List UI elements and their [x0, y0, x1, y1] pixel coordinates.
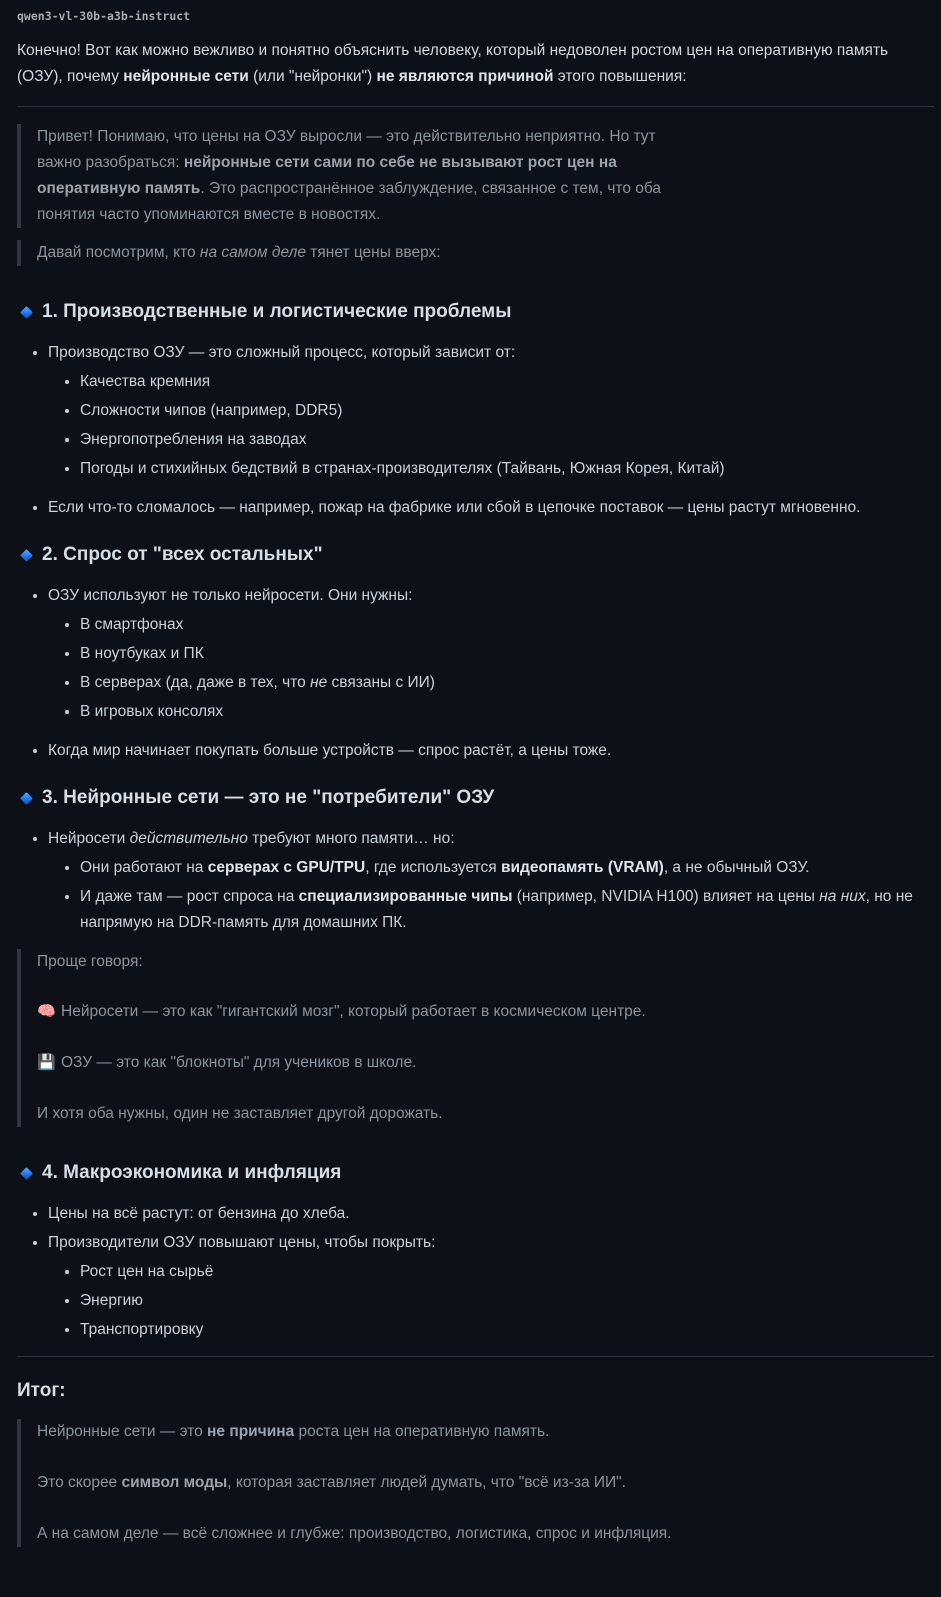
section-3-list: [17, 826, 934, 936]
intro-paragraph: Конечно! Вот как можно вежливо и понятно объяснить человеку, который недоволен ростом цен на оперативную память (ОЗУ), почему нейронные сети (или "нейронки") не являются причиной этого повышения:: [17, 42, 889, 85]
list-item: • Нейросети действительно требуют много памяти… но: • Они работают на серверах с GPU/TPU, где используется видеопамять (VRAM), а не обычный ОЗУ. • И даже там — рост спроса на специализированные чипы (например, NVIDIA H100) влияет на цены на них, но не напрямую на DDR-память для домашних ПК.: [48, 826, 934, 936]
section-2-list: [17, 583, 934, 764]
list-item: • Если что-то сломалось — например, пожар на фабрике или сбой в цепочке поставок — цены растут мгновенно.: [48, 495, 934, 521]
list-item: • Они работают на серверах с GPU/TPU, где используется видеопамять (VRAM), а не обычный ОЗУ.: [80, 855, 934, 881]
list-item: • Энергопотребления на заводах: [80, 427, 934, 453]
sub-list: [48, 612, 934, 725]
list-item: • Сложности чипов (например, DDR5): [80, 398, 934, 424]
blockquote-greeting: Привет! Понимаю, что цены на ОЗУ выросли — это действительно неприятно. Но тут важно разобраться: нейронные сети сами по себе не вызывают рост цен на оперативную память. Это распространённое заблуждение, связанное с тем, что оба понятия часто упоминаются вместе в новостях.: [17, 124, 677, 228]
section-heading-4: 4. Макроэкономика и инфляция: [17, 1160, 934, 1186]
sub-list: [48, 855, 934, 936]
section-heading-1: 1. Производственные и логистические проблемы: [17, 299, 934, 325]
summary-heading: Итог:: [17, 1380, 66, 1401]
list-item: • ОЗУ используют не только нейросети. Они нужны: • В смартфонах • В ноутбуках и ПК • В серверах (да, даже в тех, что не связаны с ИИ) • В игровых консолях: [48, 583, 934, 725]
list-item: • Качества кремния: [80, 369, 934, 395]
list-item: • В смартфонах: [80, 612, 934, 638]
section-4-list: [17, 1201, 934, 1343]
blue-diamond-icon: [20, 306, 33, 319]
list-item: • Цены на всё растут: от бензина до хлеба.: [48, 1201, 934, 1227]
list-item: • Транспортировку: [80, 1317, 934, 1343]
section-heading-2: 2. Спрос от "всех остальных": [17, 542, 934, 568]
section-1-list: [17, 340, 934, 521]
blockquote-lead: Давай посмотрим, кто на самом деле тянет цены вверх:: [17, 240, 934, 266]
floppy-disk-icon: 💾: [37, 1054, 56, 1071]
list-item: • В игровых консолях: [80, 699, 934, 725]
sub-list: [48, 1259, 934, 1343]
brain-icon: 🧠: [37, 1003, 56, 1020]
blockquote-analogy: Проще говоря: 🧠 Нейросети — это как "гигантский мозг", который работает в космическом центре. 💾 ОЗУ — это как "блокноты" для учеников в школе. И хотя оба нужны, один не заставляет другой дорожать.: [17, 949, 934, 1127]
list-item: • Энергию: [80, 1288, 934, 1314]
section-heading-3: 3. Нейронные сети — это не "потребители" ОЗУ: [17, 785, 934, 811]
sub-list: [48, 369, 934, 482]
list-item: • Производство ОЗУ — это сложный процесс, который зависит от: • Качества кремния • Сложности чипов (например, DDR5) • Энергопотребления на заводах • Погоды и стихийных бедствий в странах-производителях (Тайвань, Южная Корея, Китай): [48, 340, 934, 482]
list-item: • Погоды и стихийных бедствий в странах-производителях (Тайвань, Южная Корея, Китай): [80, 456, 934, 482]
list-item: • В серверах (да, даже в тех, что не связаны с ИИ): [80, 670, 934, 696]
list-item: • Когда мир начинает покупать больше устройств — спрос растёт, а цены тоже.: [48, 738, 934, 764]
divider: [17, 106, 934, 107]
blue-diamond-icon: [20, 792, 33, 805]
list-item: • Рост цен на сырьё: [80, 1259, 934, 1285]
blue-diamond-icon: [20, 549, 33, 562]
model-name-label: qwen3-vl-30b-a3b-instruct: [17, 9, 191, 23]
blue-diamond-icon: [20, 1167, 33, 1180]
list-item: • Производители ОЗУ повышают цены, чтобы покрыть: • Рост цен на сырьё • Энергию • Транспортировку: [48, 1230, 934, 1343]
list-item: • В ноутбуках и ПК: [80, 641, 934, 667]
chat-message: [17, 0, 934, 1547]
list-item: • И даже там — рост спроса на специализированные чипы (например, NVIDIA H100) влияет на цены на них, но не напрямую на DDR-память для домашних ПК.: [80, 884, 934, 936]
blockquote-summary: Нейронные сети — это не причина роста цен на оперативную память. Это скорее символ моды, которая заставляет людей думать, что "всё из-за ИИ". А на самом деле — всё сложнее и глубже: производство, логистика, спрос и инфляция.: [17, 1419, 934, 1547]
divider: [17, 1356, 934, 1357]
